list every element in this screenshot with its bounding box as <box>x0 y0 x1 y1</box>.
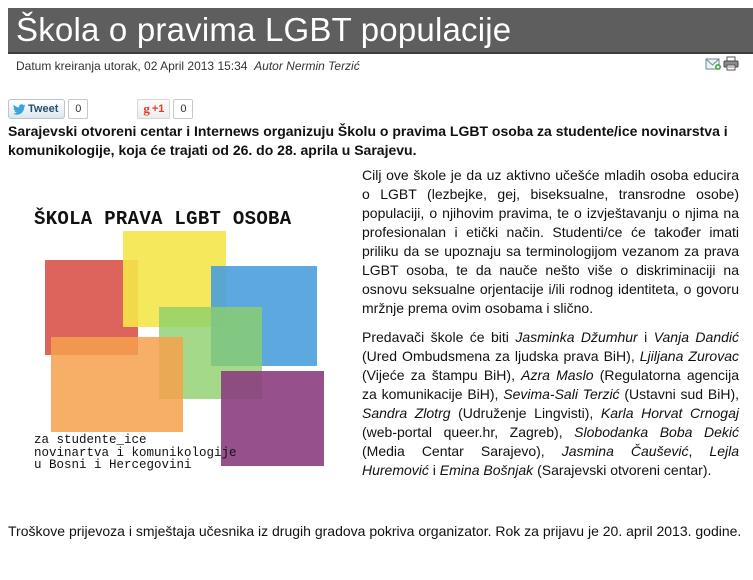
article-footer-text <box>8 522 748 551</box>
paragraph-costs: Troškove prijevoza i smještaja učesnika iz drugih gradova pokriva organizator. Rok za prijavu je 20. april 2013. godine. <box>8 523 742 539</box>
tweet-button[interactable] <box>8 99 65 119</box>
tweet-count: 0 <box>68 99 88 119</box>
article-lead: Sarajevski otvoreni centar i Internews organizuju Školu o pravima LGBT osoba za studente/ice novinarstva i komunikologije, koja će trajati od 26. do 28. aprila u Sarajevu. <box>8 123 728 158</box>
email-icon[interactable] <box>705 56 721 71</box>
article-body <box>362 166 739 490</box>
poster-image <box>16 194 332 516</box>
paragraph-lecturers: Predavači škole će biti Jasminka Džumhur i Vanja Dandić (Ured Ombudsmena za ljudska prava BiH), Ljiljana Zurovac (Vijeće za štampu BiH), Azra Maslo (Regulatorna agencija za komunikacije BiH), Sevima-Sali Terzić (Ustavni sud BiH), Sandra Zlotrg (Udruženje Lingvisti), Karla Horvat Crnogaj (web-portal queer.hr, Zagreb), Slobodanka Boba Dekić (Media Centar Sarajevo), Jasmina Čaušević, Lejla Huremović i Emina Bošnjak (Sarajevski otvoreni centar). <box>362 329 740 478</box>
gplus-button[interactable] <box>137 99 170 119</box>
social-bar <box>8 99 193 119</box>
gplus-label: +1 <box>151 103 165 115</box>
print-icon[interactable] <box>723 56 739 71</box>
tweet-label: Tweet <box>28 103 59 115</box>
google-g-icon: g <box>143 101 150 116</box>
article-tools <box>705 56 739 71</box>
creation-date: Datum kreiranja utorak, 02 April 2013 15:34 <box>16 59 248 73</box>
gplus-count: 0 <box>173 99 193 119</box>
poster-subtitle: za studente_ice novinartva i komunikologije u Bosni i Hercegovini <box>34 433 237 472</box>
twitter-bird-icon <box>13 104 26 115</box>
poster-title: ŠKOLA PRAVA LGBT OSOBA <box>34 208 292 230</box>
page-title: Škola o pravima LGBT populacije <box>16 11 512 48</box>
article-meta <box>16 59 360 73</box>
author: Autor Nermin Terzić <box>254 59 360 73</box>
paragraph-goal: Cilj ove škole je da uz aktivno učešće mladih osoba educira o LGBT (lezbejke, gej, biseksualne, transrodne osobe) populaciji, o njihovim pravima, te o izvještavanju o njima na profesionalan i etički način. Studenti/ce će također imati priliku da se upoznaju sa terminologijom vezanom za prava LGBT osoba, te da nauče nešto više o diskriminaciji na osnovu seksualne orjentacije i/ili rodnog identiteta, o govoru mržnje prema ovim osobama i slično. <box>362 167 739 316</box>
poster-square-orange <box>51 337 183 432</box>
title-bar <box>8 8 753 54</box>
